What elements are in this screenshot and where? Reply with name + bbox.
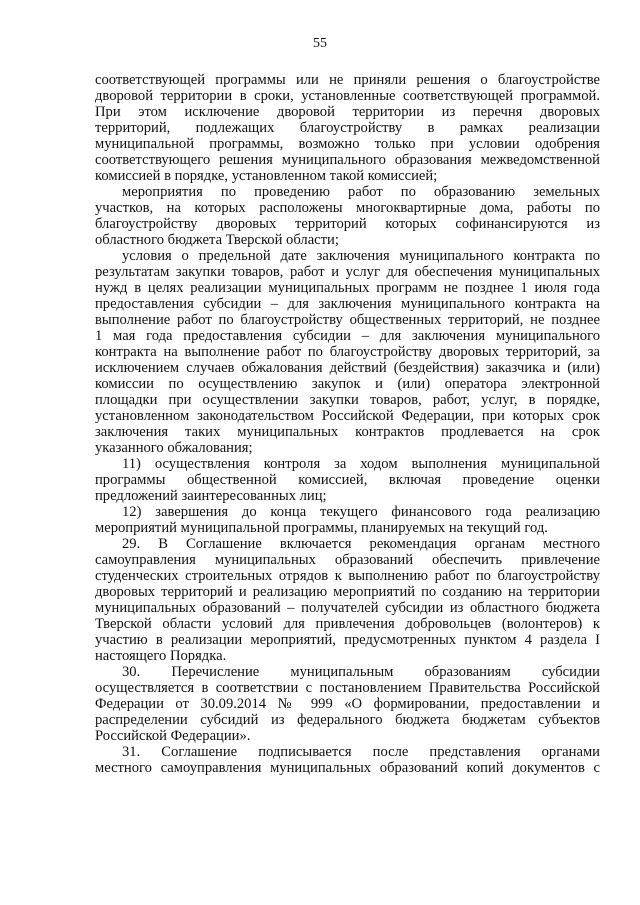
text-line: указанного обжалования;: [95, 440, 253, 456]
text-line: Тверской области условий для привлечения добровольцев (волонтеров) к: [95, 616, 600, 632]
text-line: территорий, подлежащих благоустройству в рамках реализации: [95, 120, 600, 136]
text-line: Федерации от 30.09.2014 № 999 «О формировании, предоставлении и: [95, 696, 600, 712]
text-line: местного самоуправления муниципальных образований копий документов с: [95, 760, 600, 776]
text-line: муниципальных образований – получателей субсидии из областного бюджета: [95, 600, 600, 616]
text-line: соответствующего решения муниципального образования межведомственной: [95, 152, 600, 168]
text-line: дворовых территорий и реализацию мероприятий по созданию на территории: [95, 584, 600, 600]
text-line: заключения таких муниципальных контрактов продлевается на срок: [95, 424, 600, 440]
text-line: студенческих строительных отрядов к выполнению работ по благоустройству: [95, 568, 600, 584]
text-line: результатам закупки товаров, работ и услуг для обеспечения муниципальных: [95, 264, 600, 280]
text-line: программы общественной комиссией, включая проведение оценки: [95, 472, 600, 488]
text-line: мероприятия по проведению работ по образованию земельных: [122, 184, 600, 200]
text-line: исключением случаев обжалования действий (бездействия) заказчика и (или): [95, 360, 600, 376]
text-line: контракта на выполнение работ по благоустройству дворовых территорий, за: [95, 344, 600, 360]
text-line: распределении субсидий из федерального бюджета бюджетам субъектов: [95, 712, 600, 728]
text-line: площадки при осуществлении закупки товаров, работ, услуг, в порядке,: [95, 392, 600, 408]
text-line: 12) завершения до конца текущего финансового года реализацию: [122, 504, 600, 520]
text-line: дворовой территории в сроки, установленные соответствующей программой.: [95, 88, 600, 104]
text-line: настоящего Порядка.: [95, 648, 227, 664]
text-line: областного бюджета Тверской области;: [95, 232, 339, 248]
text-line: предоставления субсидии – для заключения муниципального контракта на: [95, 296, 600, 312]
text-line: самоуправления муниципальных образований обеспечить привлечение: [95, 552, 600, 568]
text-line: участию в реализации мероприятий, предусмотренных пунктом 4 раздела I: [95, 632, 600, 648]
text-line: мероприятий муниципальной программы, планируемых на текущий год.: [95, 520, 548, 536]
text-line: Российской Федерации».: [95, 728, 251, 744]
text-line: муниципальной программы, возможно только при условии одобрения: [95, 136, 600, 152]
text-line: участков, на которых расположены многоквартирные дома, работы по: [95, 200, 600, 216]
page-number: 55: [313, 36, 327, 51]
text-line: 30. Перечисление муниципальным образованиям субсидии: [122, 664, 600, 680]
text-line: осуществляется в соответствии с постановлением Правительства Российской: [95, 680, 600, 696]
text-line: соответствующей программы или не приняли решения о благоустройстве: [95, 72, 600, 88]
text-line: 1 мая года предоставления субсидии – для заключения муниципального: [95, 328, 600, 344]
text-line: выполнение работ по благоустройству общественных территорий, не позднее: [95, 312, 600, 328]
text-line: нужд в целях реализации муниципальных программ не позднее 1 июля года: [95, 280, 600, 296]
text-line: При этом исключение дворовой территории из перечня дворовых: [95, 104, 600, 120]
text-line: благоустройству дворовых территорий которых софинансируются из: [95, 216, 600, 232]
text-line: комиссии по осуществлению закупок и (или) оператора электронной: [95, 376, 600, 392]
text-line: 29. В Соглашение включается рекомендация органам местного: [122, 536, 600, 552]
body-text: [95, 72, 600, 776]
text-line: 31. Соглашение подписывается после представления органами: [122, 744, 600, 760]
text-line: 11) осуществления контроля за ходом выполнения муниципальной: [122, 456, 600, 472]
text-line: предложений заинтересованных лиц;: [95, 488, 327, 504]
text-line: условия о предельной дате заключения муниципального контракта по: [122, 248, 600, 264]
text-line: комиссией в порядке, установленном такой комиссией;: [95, 168, 438, 184]
text-line: установленном законодательством Российской Федерации, при которых срок: [95, 408, 600, 424]
